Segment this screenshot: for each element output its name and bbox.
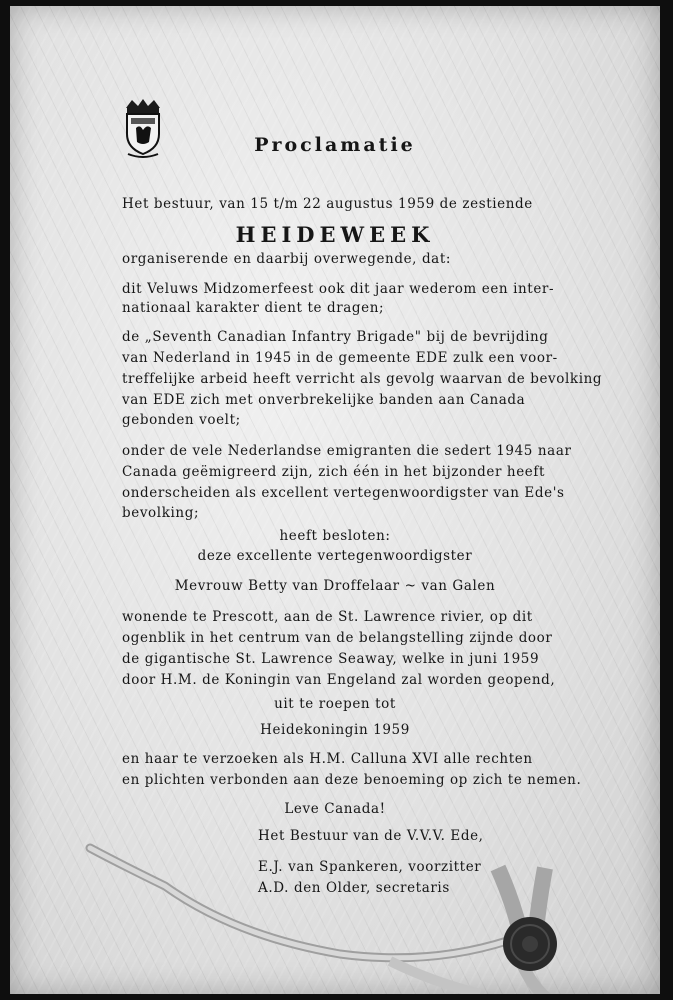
text-line: gebonden voelt; (122, 412, 241, 428)
text-line: uit te roepen tot (274, 696, 396, 712)
text-line: door H.M. de Koningin van Engeland zal worden geopend, (122, 672, 556, 688)
chairman-signature: E.J. van Spankeren, voorzitter (258, 859, 482, 875)
text-line: en haar te verzoeken als H.M. Calluna XVI alle rechten (122, 751, 533, 767)
document-title: Proclamatie (254, 134, 416, 156)
text-line: Het bestuur, van 15 t/m 22 augustus 1959 de zestiende (122, 196, 533, 212)
board-signature: Het Bestuur van de V.V.V. Ede, (258, 828, 484, 844)
text-line: Canada geëmigreerd zijn, zich één in het bijzonder heeft (122, 464, 545, 480)
text-line: en plichten verbonden aan deze benoeming op zich te nemen. (122, 772, 582, 788)
honoree-name: Mevrouw Betty van Droffelaar ~ van Galen (174, 578, 496, 594)
text-line: de gigantische St. Lawrence Seaway, welke in juni 1959 (122, 651, 540, 667)
text-line: organiserende en daarbij overwegende, dat: (122, 251, 452, 267)
text-line: ogenblik in het centrum van de belangstelling zijnde door (122, 630, 553, 646)
text-line: onderscheiden als excellent vertegenwoordigster van Ede's (122, 485, 565, 501)
text-line: bevolking; (122, 505, 200, 521)
text-line: van EDE zich met onverbrekelijke banden aan Canada (122, 392, 526, 408)
text-line: nationaal karakter dient te dragen; (122, 300, 385, 316)
proclamation-sheet (10, 6, 660, 994)
text-line: deze excellente vertegenwoordigster (197, 548, 473, 564)
text-line: treffelijke arbeid heeft verricht als gevolg waarvan de bevolking (122, 371, 603, 387)
text-line: onder de vele Nederlandse emigranten die sedert 1945 naar (122, 443, 572, 459)
event-name: HEIDEWEEK (235, 222, 435, 247)
text-line: de „Seventh Canadian Infantry Brigade" bij de bevrijding (122, 329, 549, 345)
secretary-signature: A.D. den Older, secretaris (258, 880, 450, 896)
text-line: wonende te Prescott, aan de St. Lawrence rivier, op dit (122, 609, 533, 625)
text-line: van Nederland in 1945 in de gemeente EDE zulk een voor- (122, 350, 558, 366)
closing-line: Leve Canada! (284, 801, 386, 817)
text-line: dit Veluws Midzomerfeest ook dit jaar wederom een inter- (122, 281, 555, 297)
honorary-title: Heidekoningin 1959 (260, 722, 410, 738)
text-line: heeft besloten: (279, 528, 391, 544)
